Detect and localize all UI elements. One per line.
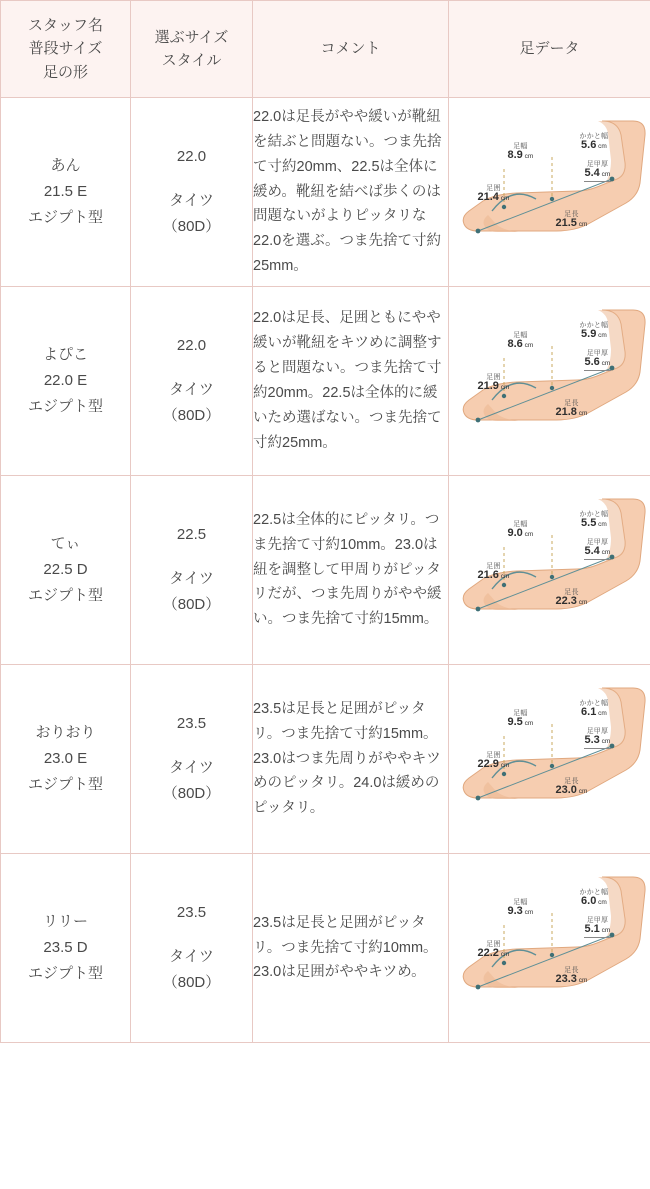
header-line: 足の形 [42,63,88,81]
foot-diagram [452,674,648,844]
foot-diagram [452,107,648,277]
heel-width-label: かかと幅 5.9 cm [579,322,609,341]
usual-size: 22.0 E [43,371,88,389]
foot-width-label: 足幅 8.9 cm [507,143,534,162]
comment-cell: 22.5は全体的にピッタリ。つま先捨て寸約10mm。23.0は紐を調整して甲周りがピッタリだが、つま先周りがやや緩い。つま先捨て寸約15mm。 [253,476,449,665]
comment-cell: 23.5は足長と足囲がピッタリ。つま先捨て寸約15mm。23.0はつま先周りがややキツめのピッタリ。24.0は緩めのピッタリ。 [253,665,449,854]
foot-girth-label: 足囲 22.9 cm [477,752,510,771]
style-denier: （80D） [162,407,221,425]
header-line: スタッフ名 [27,17,103,35]
foot-girth-label: 足囲 21.4 cm [477,185,510,204]
instep-height-label: 足甲厚 5.3 cm [584,728,612,749]
header-line: コメント [320,40,381,58]
chosen-size-cell [131,665,253,854]
foot-length-label: 足長 21.5 cm [555,211,588,230]
foot-data-cell [449,854,650,1043]
table-header-row [1,1,650,98]
column-header-chosen-size [131,1,253,98]
chosen-size-cell [131,476,253,665]
chosen-size-cell [131,98,253,287]
staff-name-cell [1,476,131,665]
comment-cell: 23.5は足長と足囲がピッタリ。つま先捨て寸約10mm。23.0は足囲がややキツめ。 [253,854,449,1043]
style-denier: （80D） [162,218,221,236]
comment-cell: 22.0は足長、足囲ともにやや緩いが靴紐をキツめに調整すると問題ない。つま先捨て寸約20mm。22.5は全体的に緩いため選ばない。つま先捨て寸約25mm。 [253,287,449,476]
heel-width-label: かかと幅 5.6 cm [579,133,609,152]
heel-width-label: かかと幅 6.1 cm [579,700,609,719]
foot-diagram [452,485,648,655]
chosen-size-cell [131,854,253,1043]
foot-length-label: 足長 23.0 cm [555,778,588,797]
style-name: タイツ [169,191,214,209]
staff-name-cell [1,854,131,1043]
staff-name-cell [1,287,131,476]
table-row [1,476,650,665]
chosen-size: 23.5 [176,903,207,921]
table-body [1,98,650,1043]
comment-cell: 22.0は足長がやや緩いが靴紐を結ぶと問題ない。つま先捨て寸約20mm、22.5は全体に緩め。靴紐を結べば歩くのは問題ないがよりピッタリな22.0を選ぶ。つま先捨て寸約25mm。 [253,98,449,287]
table-header [1,1,650,98]
foot-shape: エジプト型 [27,398,103,416]
chosen-size: 23.5 [176,714,207,732]
foot-width-label: 足幅 9.0 cm [507,521,534,540]
staff-name: てぃ [50,534,81,552]
chosen-size: 22.0 [176,336,207,354]
foot-diagram [452,863,648,1033]
foot-data-cell [449,98,650,287]
staff-name: リリー [42,912,88,930]
foot-girth-label: 足囲 21.6 cm [477,563,510,582]
instep-height-label: 足甲厚 5.1 cm [584,917,612,938]
foot-shape: エジプト型 [27,965,103,983]
table-row [1,98,650,287]
usual-size: 23.5 D [43,938,88,956]
header-line: 足データ [519,40,580,58]
foot-width-label: 足幅 9.3 cm [507,899,534,918]
foot-data-cell [449,287,650,476]
staff-name-cell [1,665,131,854]
foot-length-label: 足長 21.8 cm [555,400,588,419]
style-denier: （80D） [162,974,221,992]
foot-length-label: 足長 22.3 cm [555,589,588,608]
staff-name: おりおり [35,723,96,741]
instep-height-label: 足甲厚 5.4 cm [584,539,612,560]
style-name: タイツ [169,380,214,398]
chosen-size: 22.5 [176,525,207,543]
foot-width-label: 足幅 8.6 cm [507,332,534,351]
header-line: 普段サイズ [28,40,103,58]
style-name: タイツ [169,947,214,965]
header-line: 選ぶサイズ [154,28,229,46]
header-line: スタイル [161,52,222,69]
table-row [1,854,650,1043]
style-denier: （80D） [162,596,221,614]
column-header-foot-data [449,1,650,98]
chosen-size: 22.0 [176,147,207,165]
foot-diagram [452,296,648,466]
staff-name: よぴこ [42,345,88,363]
heel-width-label: かかと幅 6.0 cm [579,889,609,908]
column-header-staff-name [1,1,131,98]
foot-length-label: 足長 23.3 cm [555,967,588,986]
spacer [131,170,252,188]
foot-width-label: 足幅 9.5 cm [507,710,534,729]
foot-shape: エジプト型 [27,587,103,605]
spacer [131,548,252,566]
usual-size: 21.5 E [43,182,88,200]
usual-size: 22.5 D [43,560,88,578]
instep-height-label: 足甲厚 5.4 cm [584,161,612,182]
style-name: タイツ [169,569,214,587]
foot-data-cell [449,665,650,854]
heel-width-label: かかと幅 5.5 cm [579,511,609,530]
table-row [1,665,650,854]
usual-size: 23.0 E [43,749,88,767]
chosen-size-cell [131,287,253,476]
instep-height-label: 足甲厚 5.6 cm [584,350,612,371]
spacer [131,926,252,944]
staff-name-cell [1,98,131,287]
style-denier: （80D） [162,785,221,803]
spacer [131,359,252,377]
foot-girth-label: 足囲 22.2 cm [477,941,510,960]
column-header-comment [253,1,449,98]
foot-data-cell [449,476,650,665]
table-row [1,287,650,476]
foot-shape: エジプト型 [27,209,103,227]
spacer [131,737,252,755]
foot-shape: エジプト型 [27,776,103,794]
staff-name: あん [50,156,81,174]
foot-girth-label: 足囲 21.9 cm [477,374,510,393]
style-name: タイツ [169,758,214,776]
